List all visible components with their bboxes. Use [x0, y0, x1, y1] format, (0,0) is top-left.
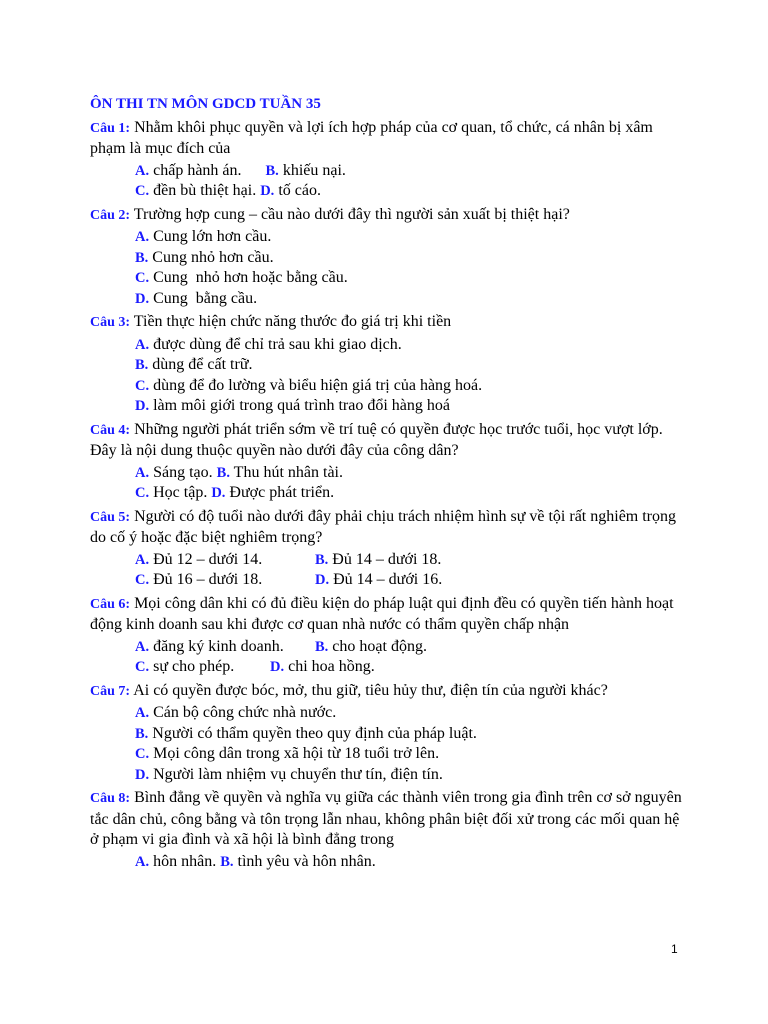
option-row [135, 483, 690, 504]
question-3 [90, 312, 690, 334]
option-letter: C. [135, 485, 150, 501]
option-text: Đủ 14 – dưới 16. [333, 571, 443, 588]
option-text: Sáng tạo. [153, 463, 213, 481]
option-cell [135, 637, 315, 658]
page-number: 1 [671, 942, 678, 956]
option-row [135, 248, 690, 269]
option-row [135, 463, 690, 484]
option-text: chấp hành án. [153, 161, 242, 179]
option-text: hôn nhân. [153, 852, 217, 870]
option-text: Đủ 12 – dưới 14. [153, 550, 263, 568]
option-text: Cung nhỏ hơn cầu. [152, 248, 274, 266]
question-6 [90, 594, 690, 636]
question-label: Câu 7: [90, 683, 131, 699]
option-letter: B. [220, 853, 234, 870]
option-text: khiếu nại. [282, 161, 346, 179]
option-letter: A. [135, 229, 150, 245]
option-row [135, 376, 690, 397]
question-label: Câu 2: [90, 207, 131, 223]
option-text: Người có thẩm quyền theo quy định của pháp luật. [152, 724, 477, 742]
option-letter: A. [135, 705, 150, 721]
question-6-options [135, 637, 690, 678]
question-text: Trường hợp cung – cầu nào dưới đây thì người sản xuất bị thiệt hại? [133, 205, 570, 223]
question-7 [90, 681, 690, 703]
question-label: Câu 1: [90, 120, 131, 136]
option-letter: D. [135, 766, 150, 783]
option-letter: B. [315, 551, 329, 568]
option-text: đăng ký kinh doanh. [153, 637, 284, 655]
question-2 [90, 205, 690, 227]
option-letter: A. [135, 551, 150, 568]
option-cell [135, 657, 270, 678]
option-text: cho hoạt động. [332, 637, 427, 655]
question-text: Bình đẳng về quyền và nghĩa vụ giữa các thành viên trong gia đình trên cơ sở nguyên tắc dân chủ, công bằng và tôn trọng lẫn nhau, không phân biệt đối xử trong các mối quan hệ ở phạm vi gia đình và xã hội là bình đẳng trong [90, 789, 682, 848]
question-3-options [135, 335, 690, 417]
option-row [135, 550, 690, 571]
question-label: Câu 6: [90, 596, 131, 612]
option-letter: B. [135, 249, 149, 266]
option-cell [135, 570, 315, 591]
question-text: Nhằm khôi phục quyền và lợi ích hợp pháp của cơ quan, tổ chức, cá nhân bị xâm phạm là mục đích của [90, 118, 653, 157]
question-label: Câu 8: [90, 791, 131, 806]
option-letter: B. [216, 464, 230, 481]
option-letter: D. [270, 659, 285, 675]
option-text: Học tập. [153, 484, 208, 501]
question-7-options [135, 703, 690, 785]
option-letter: D. [135, 290, 150, 307]
option-letter: B. [265, 162, 279, 179]
option-letter: A. [135, 638, 150, 655]
question-4-options [135, 463, 690, 504]
option-letter: B. [135, 725, 149, 742]
option-letter: B. [135, 357, 149, 373]
option-text: Cán bộ công chức nhà nước. [153, 704, 337, 721]
option-letter: C. [135, 746, 150, 762]
question-4 [90, 420, 690, 462]
option-cell [135, 550, 315, 571]
question-8-options [135, 852, 690, 873]
question-label: Câu 3: [90, 315, 131, 330]
option-text: đền bù thiệt hại. [153, 182, 257, 199]
option-letter: C. [135, 183, 150, 199]
option-text: Thu hút nhân tài. [233, 463, 343, 481]
option-text: Cung lớn hơn cầu. [153, 228, 272, 245]
option-cell [315, 637, 427, 658]
option-row [135, 724, 690, 745]
option-text: Cung nhỏ hơn hoặc bằng cầu. [153, 269, 348, 286]
question-text: Người có độ tuổi nào dưới đây phải chịu trách nhiệm hình sự về tội rất nghiêm trọng do cố ý hoặc đặc biệt nghiêm trọng? [90, 507, 677, 546]
option-row [135, 268, 690, 289]
option-text: tình yêu và hôn nhân. [237, 852, 376, 870]
option-row [135, 227, 690, 248]
option-letter: D. [135, 398, 150, 414]
option-text: dùng để cất trữ. [152, 356, 253, 373]
question-1 [90, 118, 690, 160]
option-cell [315, 570, 442, 591]
option-row [135, 289, 690, 310]
question-2-options [135, 227, 690, 309]
option-text: Mọi công dân trong xã hội từ 18 tuổi trở lên. [153, 745, 440, 762]
option-letter: C. [135, 270, 150, 286]
option-letter: A. [135, 853, 150, 870]
option-cell [270, 657, 375, 678]
option-row [135, 765, 690, 786]
option-letter: D. [315, 572, 330, 588]
option-row [135, 703, 690, 724]
option-letter: D. [211, 485, 226, 501]
option-letter: C. [135, 377, 150, 394]
option-text: tố cáo. [278, 182, 321, 199]
question-8 [90, 788, 690, 851]
question-text: Tiền thực hiện chức năng thước đo giá trị khi tiền [133, 313, 452, 330]
option-row [135, 570, 690, 591]
option-row [135, 744, 690, 765]
option-text: được dùng để chỉ trả sau khi giao dịch. [153, 335, 402, 353]
option-row [135, 181, 690, 202]
option-text: chi hoa hồng. [288, 658, 375, 675]
option-row [135, 161, 690, 182]
option-text: Được phát triển. [229, 484, 335, 501]
option-row [135, 396, 690, 417]
option-text: Đủ 16 – dưới 18. [153, 571, 263, 588]
option-text: sự cho phép. [153, 658, 235, 675]
question-5-options [135, 550, 690, 591]
option-text: Người làm nhiệm vụ chuyển thư tín, điện tín. [153, 765, 443, 783]
option-row [135, 335, 690, 356]
option-text: làm môi giới trong quá trình trao đổi hàng hoá [153, 397, 450, 414]
option-text: Cung bằng cầu. [153, 289, 258, 307]
question-label: Câu 5: [90, 509, 131, 525]
option-row [135, 852, 690, 873]
option-text: Đủ 14 – dưới 18. [332, 550, 442, 568]
document-content [90, 94, 690, 872]
question-5 [90, 507, 690, 549]
option-letter: A. [135, 464, 150, 481]
option-letter: C. [135, 659, 150, 675]
option-letter: A. [135, 162, 150, 179]
option-text: dùng để đo lường và biểu hiện giá trị của hàng hoá. [153, 376, 483, 394]
option-row [135, 355, 690, 376]
option-row [135, 657, 690, 678]
question-text: Mọi công dân khi có đủ điều kiện do pháp luật qui định đều có quyền tiến hành hoạt động kinh doanh sau khi được cơ quan nhà nước có thẩm quyền chấp nhận [90, 594, 674, 633]
option-cell [315, 550, 441, 571]
option-row [135, 637, 690, 658]
question-label: Câu 4: [90, 422, 131, 438]
question-text: Những người phát triển sớm về trí tuệ có quyền được học trước tuổi, học vượt lớp. Đây là nội dung thuộc quyền nào dưới đây của công dân? [90, 420, 663, 459]
option-letter: C. [135, 572, 150, 588]
option-letter: D. [260, 183, 275, 199]
question-text: Ai có quyền được bóc, mở, thu giữ, tiêu hủy thư, điện tín của người khác? [133, 681, 608, 699]
question-1-options [135, 161, 690, 202]
document-title: ÔN THI TN MÔN GDCD TUẦN 35 [90, 96, 321, 112]
option-letter: B. [315, 638, 329, 655]
option-letter: A. [135, 336, 150, 353]
